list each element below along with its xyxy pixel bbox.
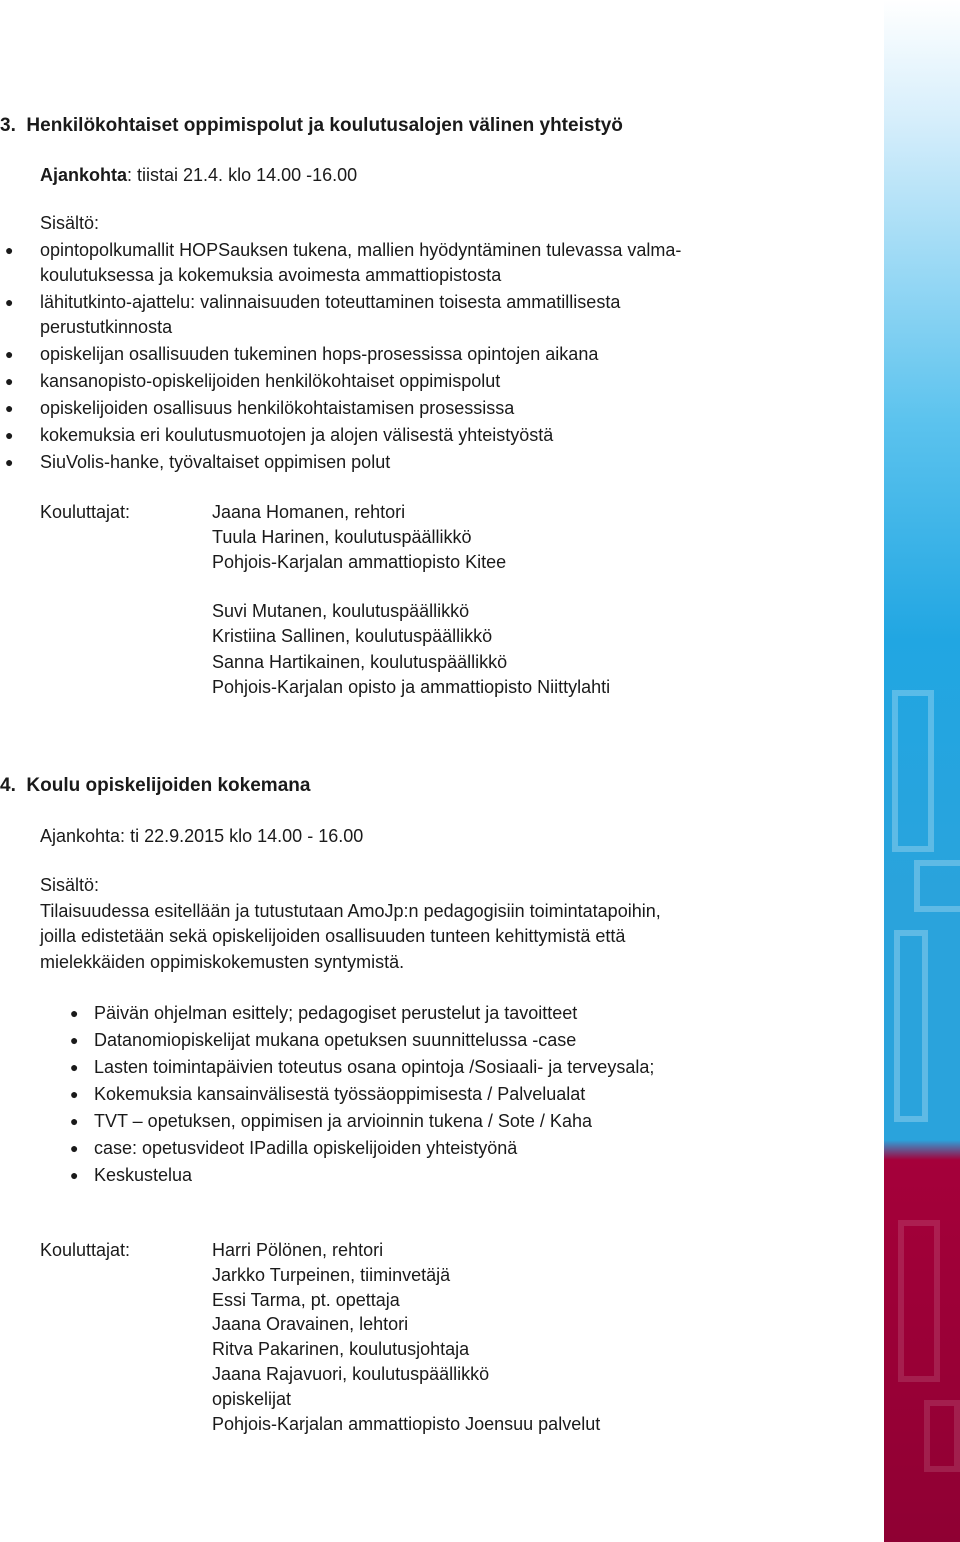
trainer-line: Jaana Oravainen, lehtori [212, 1314, 409, 1334]
list-item: SiuVolis-hanke, työvaltaiset oppimisen polut [40, 452, 391, 472]
paragraph-line: mielekkäiden oppimiskokemusten syntymistä. [40, 952, 405, 972]
bullet-icon: ● [70, 1113, 79, 1129]
section-title: Koulu opiskelijoiden kokemana [26, 775, 311, 796]
bullet-icon: ● [5, 427, 14, 443]
trainer-organization: Pohjois-Karjalan ammattiopisto Joensuu palvelut [212, 1414, 601, 1434]
sidebar-pattern [898, 1220, 940, 1382]
decorative-sidebar [884, 0, 960, 1542]
list-item: kokemuksia eri koulutusmuotojen ja alojen välisestä yhteistyöstä [40, 425, 554, 445]
list-item-continuation: perustutkinnosta [40, 317, 173, 337]
trainers-label: Kouluttajat: [40, 502, 131, 522]
trainer-line: Jaana Rajavuori, koulutuspäällikkö [212, 1364, 490, 1384]
bullet-icon: ● [5, 346, 14, 362]
time-label: Ajankohta [40, 165, 128, 185]
list-item: opiskelijan osallisuuden tukeminen hops-prosessissa opintojen aikana [40, 344, 599, 364]
paragraph-line: joilla edistetään sekä opiskelijoiden osallisuuden tunteen kehittymistä että [40, 926, 626, 946]
bullet-icon: ● [70, 1167, 79, 1183]
section-3-time [40, 164, 357, 186]
section-title: Henkilökohtaiset oppimispolut ja koulutusalojen välinen yhteistyö [26, 115, 623, 136]
list-item: Keskustelua [94, 1165, 193, 1185]
section-number: 4. [0, 775, 16, 796]
bullet-icon: ● [70, 1005, 79, 1021]
list-item: lähitutkinto-ajattelu: valinnaisuuden toteuttaminen toisesta ammatillisesta [40, 292, 621, 312]
trainers-label: Kouluttajat: [40, 1240, 131, 1260]
trainer-organization: Pohjois-Karjalan opisto ja ammattiopisto Niittylahti [212, 677, 611, 697]
time-label: Ajankohta: [40, 826, 126, 846]
bullet-icon: ● [5, 373, 14, 389]
bullet-icon: ● [5, 294, 14, 310]
bullet-icon: ● [70, 1032, 79, 1048]
list-item: case: opetusvideot IPadilla opiskelijoiden yhteistyönä [94, 1138, 518, 1158]
list-item: Datanomiopiskelijat mukana opetuksen suunnittelussa -case [94, 1030, 577, 1050]
bullet-icon: ● [70, 1059, 79, 1075]
trainer-line: Suvi Mutanen, koulutuspäällikkö [212, 601, 470, 621]
bullet-icon: ● [5, 242, 14, 258]
sidebar-pattern [894, 930, 928, 1122]
content-label: Sisältö: [40, 213, 100, 233]
trainer-organization: Pohjois-Karjalan ammattiopisto Kitee [212, 552, 507, 572]
bullet-icon: ● [70, 1140, 79, 1156]
list-item: kansanopisto-opiskelijoiden henkilökohtaiset oppimispolut [40, 371, 501, 391]
trainer-line: Kristiina Sallinen, koulutuspäällikkö [212, 626, 493, 646]
trainer-line: opiskelijat [212, 1389, 292, 1409]
list-item: Kokemuksia kansainvälisestä työssäoppimisesta / Palvelualat [94, 1084, 586, 1104]
bullet-icon: ● [5, 400, 14, 416]
sidebar-pattern [924, 1400, 960, 1472]
list-item-continuation: koulutuksessa ja kokemuksia avoimesta ammattiopistosta [40, 265, 502, 285]
trainer-line: Jaana Homanen, rehtori [212, 502, 406, 522]
trainer-line: Sanna Hartikainen, koulutuspäällikkö [212, 652, 508, 672]
trainer-line: Jarkko Turpeinen, tiiminvetäjä [212, 1265, 451, 1285]
section-4-heading [0, 775, 310, 797]
list-item: opintopolkumallit HOPSauksen tukena, mallien hyödyntäminen tulevassa valma- [40, 240, 682, 260]
list-item: opiskelijoiden osallisuus henkilökohtaistamisen prosessissa [40, 398, 515, 418]
list-item: Lasten toimintapäivien toteutus osana opintoja /Sosiaali- ja terveysala; [94, 1057, 655, 1077]
trainer-line: Tuula Harinen, koulutuspäällikkö [212, 527, 472, 547]
list-item: TVT – opetuksen, oppimisen ja arvioinnin tukena / Sote / Kaha [94, 1111, 592, 1131]
content-label: Sisältö: [40, 875, 100, 895]
section-4-time [40, 825, 363, 847]
time-value: : tiistai 21.4. klo 14.00 -16.00 [127, 165, 358, 185]
trainer-line: Harri Pölönen, rehtori [212, 1240, 384, 1260]
section-3-heading [0, 115, 623, 137]
paragraph-line: Tilaisuudessa esitellään ja tutustutaan AmoJp:n pedagogisiin toimintatapoihin, [40, 901, 661, 921]
time-value: ti 22.9.2015 klo 14.00 - 16.00 [125, 826, 364, 846]
trainer-line: Ritva Pakarinen, koulutusjohtaja [212, 1339, 470, 1359]
trainer-line: Essi Tarma, pt. opettaja [212, 1290, 400, 1310]
sidebar-pattern [892, 690, 934, 852]
bullet-icon: ● [70, 1086, 79, 1102]
sidebar-pattern [914, 860, 960, 912]
bullet-icon: ● [5, 454, 14, 470]
list-item: Päivän ohjelman esittely; pedagogiset perustelut ja tavoitteet [94, 1003, 578, 1023]
section-number: 3. [0, 115, 16, 136]
